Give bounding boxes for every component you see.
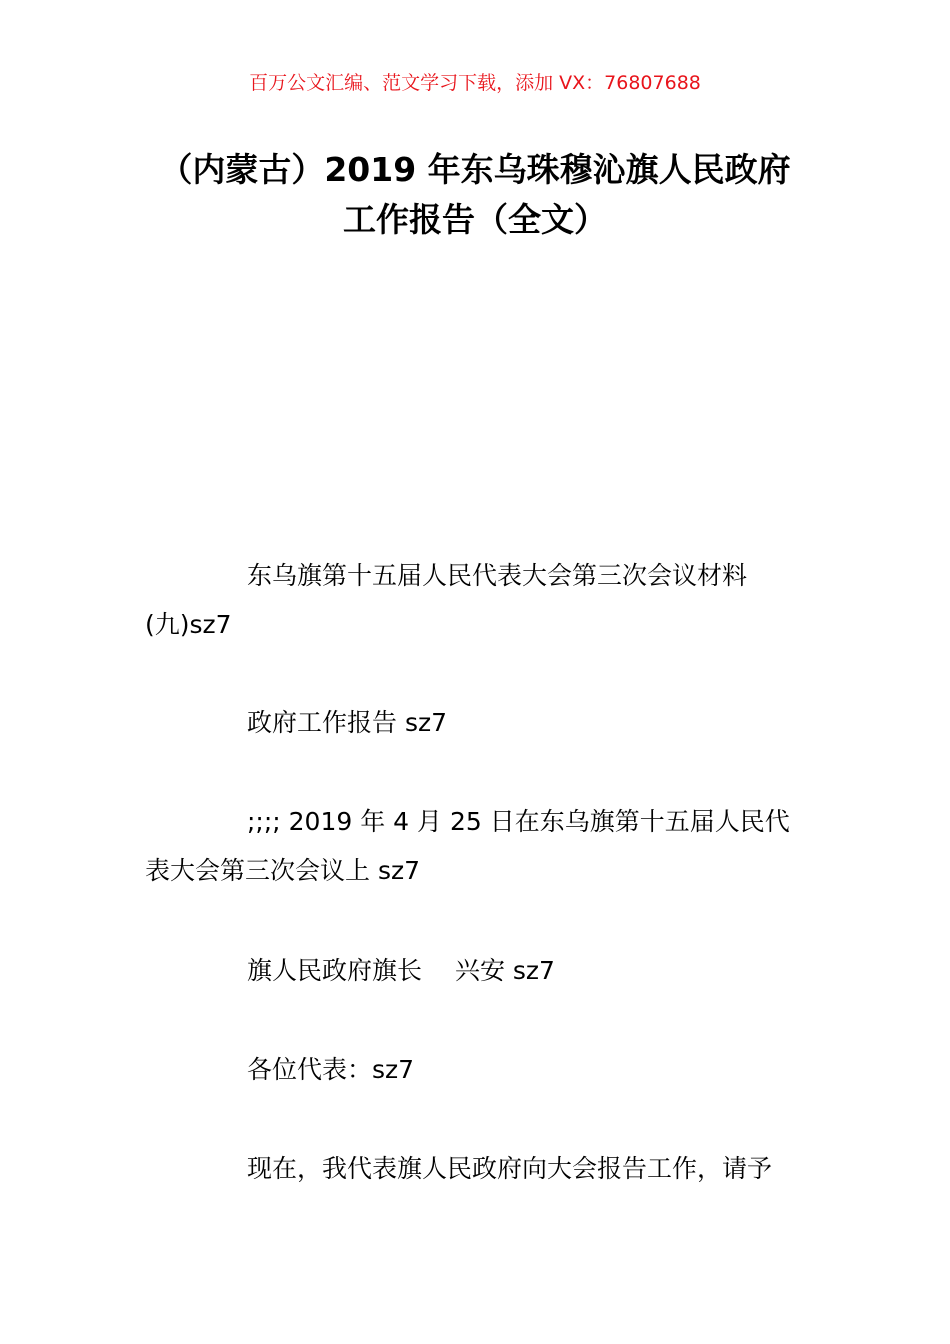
paragraph-meeting-material-line-1: 东乌旗第十五届人民代表大会第三次会议材料 <box>247 561 748 590</box>
paragraph-date-line-1: ;;;; 2019 年 4 月 25 日在东乌旗第十五届人民代 <box>247 807 790 836</box>
paragraph-meeting-material-line-2: (九)sz7 <box>145 610 232 639</box>
paragraph-report-name: 政府工作报告 sz7 <box>247 708 448 737</box>
header-watermark: 百万公文汇编、范文学习下载，添加 VX：76807688 <box>249 72 701 94</box>
paragraph-opening: 现在，我代表旗人民政府向大会报告工作，请予 <box>247 1154 773 1183</box>
document-title-line-1: （内蒙古）2019 年东乌珠穆沁旗人民政府 <box>159 150 791 189</box>
paragraph-speaker: 旗人民政府旗长 兴安 sz7 <box>247 956 555 985</box>
document-title-line-2: 工作报告（全文） <box>343 200 607 239</box>
paragraph-date-line-2: 表大会第三次会议上 sz7 <box>145 856 421 885</box>
paragraph-salutation: 各位代表：sz7 <box>247 1055 415 1084</box>
